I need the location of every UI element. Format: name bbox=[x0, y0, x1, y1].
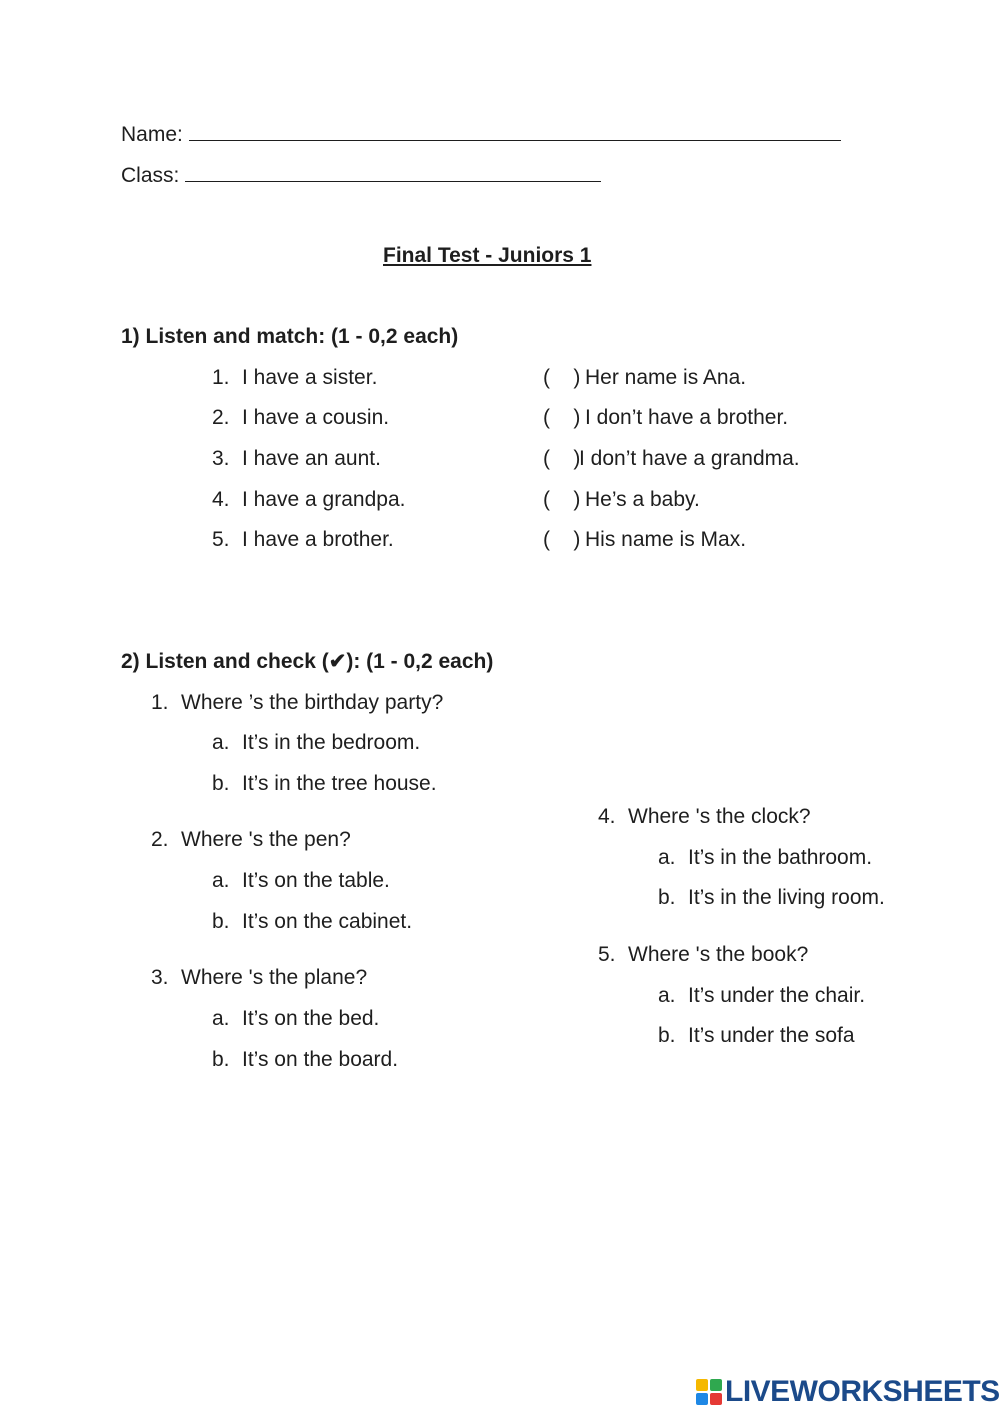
option-text: It’s in the tree house. bbox=[242, 772, 437, 795]
option-text: It’s under the chair. bbox=[688, 984, 866, 1007]
match-blank[interactable]: ( ) bbox=[543, 447, 581, 470]
question-text: Where 's the plane? bbox=[181, 966, 368, 989]
section2-heading: 2) Listen and check (✔): (1 - 0,2 each) bbox=[121, 650, 494, 673]
question bbox=[151, 965, 367, 991]
page-title: Final Test - Juniors 1 bbox=[383, 244, 592, 267]
question-number: 2. bbox=[151, 828, 169, 851]
item-text: I don’t have a grandma. bbox=[579, 447, 800, 470]
option-text: It’s in the bathroom. bbox=[688, 846, 873, 869]
section1-heading: 1) Listen and match: (1 - 0,2 each) bbox=[121, 325, 459, 348]
option-letter: b. bbox=[658, 1024, 676, 1047]
option-letter: a. bbox=[212, 1007, 230, 1030]
class-field bbox=[121, 163, 601, 189]
option-text: It’s on the table. bbox=[242, 869, 390, 892]
option-text: It’s on the bed. bbox=[242, 1007, 380, 1030]
item-text: Her name is Ana. bbox=[585, 366, 747, 389]
question-text: Where 's the clock? bbox=[628, 805, 811, 828]
item-text: I have a brother. bbox=[242, 528, 394, 551]
item-text: I have an aunt. bbox=[242, 447, 381, 470]
liveworksheets-logo-icon bbox=[696, 1379, 722, 1405]
match-left-item bbox=[212, 446, 381, 472]
match-left-item bbox=[212, 365, 377, 391]
match-right-item bbox=[543, 405, 788, 431]
option-b[interactable] bbox=[212, 771, 437, 797]
option-text: It’s in the living room. bbox=[688, 886, 885, 909]
match-blank[interactable]: ( ) bbox=[543, 488, 581, 511]
question-text: Where ’s the birthday party? bbox=[181, 691, 444, 714]
question-text: Where 's the book? bbox=[628, 943, 809, 966]
option-letter: b. bbox=[212, 772, 230, 795]
item-number: 4. bbox=[212, 488, 230, 511]
match-right-item bbox=[543, 365, 746, 391]
question bbox=[598, 942, 808, 968]
name-field bbox=[121, 122, 841, 148]
match-left-item bbox=[212, 487, 405, 513]
option-letter: b. bbox=[212, 1048, 230, 1071]
item-text: I have a cousin. bbox=[242, 406, 390, 429]
item-text: I have a sister. bbox=[242, 366, 378, 389]
item-number: 2. bbox=[212, 406, 230, 429]
question-text: Where 's the pen? bbox=[181, 828, 351, 851]
question bbox=[598, 804, 811, 830]
item-text: He’s a baby. bbox=[585, 488, 700, 511]
option-letter: a. bbox=[212, 731, 230, 754]
option-b[interactable] bbox=[658, 885, 885, 911]
question-number: 3. bbox=[151, 966, 169, 989]
option-b[interactable] bbox=[212, 1047, 398, 1073]
option-a[interactable] bbox=[212, 730, 420, 756]
option-a[interactable] bbox=[212, 868, 390, 894]
item-text: I don’t have a brother. bbox=[585, 406, 789, 429]
liveworksheets-logo-text: LIVEWORKSHEETS bbox=[725, 1375, 1000, 1408]
item-number: 5. bbox=[212, 528, 230, 551]
option-a[interactable] bbox=[212, 1006, 379, 1032]
question-number: 4. bbox=[598, 805, 616, 828]
class-label: Class: bbox=[121, 164, 180, 187]
name-blank[interactable] bbox=[189, 122, 841, 141]
option-text: It’s on the cabinet. bbox=[242, 910, 413, 933]
match-left-item bbox=[212, 405, 389, 431]
option-a[interactable] bbox=[658, 845, 872, 871]
option-letter: a. bbox=[658, 984, 676, 1007]
match-blank[interactable]: ( ) bbox=[543, 366, 581, 389]
option-letter: a. bbox=[658, 846, 676, 869]
option-letter: a. bbox=[212, 869, 230, 892]
question-number: 1. bbox=[151, 691, 169, 714]
option-a[interactable] bbox=[658, 983, 865, 1009]
question-number: 5. bbox=[598, 943, 616, 966]
option-letter: b. bbox=[212, 910, 230, 933]
option-b[interactable] bbox=[212, 909, 412, 935]
match-right-item bbox=[543, 487, 700, 513]
match-blank[interactable]: ( ) bbox=[543, 406, 581, 429]
match-blank[interactable]: ( ) bbox=[543, 528, 581, 551]
option-text: It’s under the sofa bbox=[688, 1024, 855, 1047]
class-blank[interactable] bbox=[185, 163, 601, 182]
option-text: It’s in the bedroom. bbox=[242, 731, 421, 754]
item-number: 3. bbox=[212, 447, 230, 470]
question bbox=[151, 690, 443, 716]
item-text: His name is Max. bbox=[585, 528, 747, 551]
match-right-item bbox=[543, 446, 800, 472]
option-letter: b. bbox=[658, 886, 676, 909]
name-label: Name: bbox=[121, 123, 183, 146]
item-text: I have a grandpa. bbox=[242, 488, 406, 511]
option-b[interactable] bbox=[658, 1023, 855, 1049]
option-text: It’s on the board. bbox=[242, 1048, 399, 1071]
liveworksheets-watermark bbox=[696, 1376, 1000, 1408]
match-left-item bbox=[212, 527, 394, 553]
item-number: 1. bbox=[212, 366, 230, 389]
question bbox=[151, 827, 351, 853]
match-right-item bbox=[543, 527, 746, 553]
